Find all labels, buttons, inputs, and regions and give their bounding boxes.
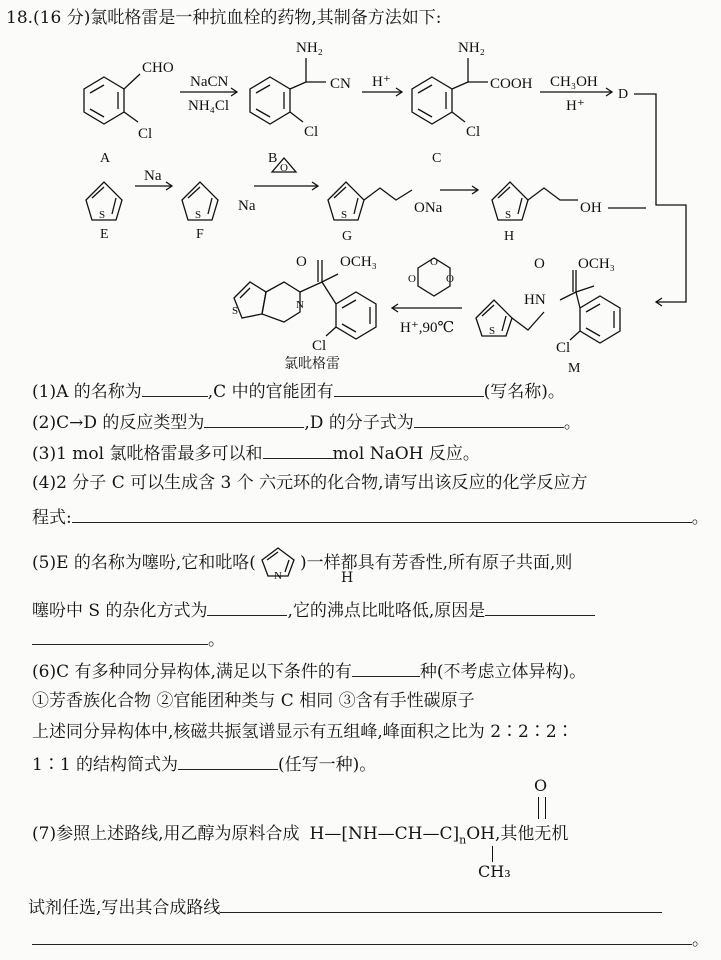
question-4-line-1: (4)2 分子 C 可以生成含 3 个 六元环的化合物,请写出该反应的化学反应方 <box>32 473 588 493</box>
label-d: D <box>618 87 629 102</box>
polymer-carbonyl-bond <box>538 797 546 819</box>
group-c-cooh: COOH <box>490 76 533 92</box>
atom-trioxane-o1: O <box>430 256 438 268</box>
question-7-line-1: (7)参照上述路线,用乙醇为原料合成 $H—[NH—CH—C]_nOH$,其他无机 <box>32 822 568 852</box>
answer-blank-6a[interactable] <box>352 658 420 677</box>
reagent-h-plus-90c: H⁺,90℃ <box>400 320 455 336</box>
answer-blank-1a[interactable] <box>142 378 208 397</box>
answer-blank-6b[interactable] <box>178 751 278 770</box>
atom-f-s: S <box>195 209 202 221</box>
group-c-nh2: NH₂ <box>458 40 485 56</box>
answer-blank-2b[interactable] <box>414 409 564 428</box>
answer-blank-5c[interactable] <box>32 626 208 645</box>
question-5-line-1: (5)E 的名称为噻吩,它和吡咯( N )一样都具有芳香性,所有原子共面,则 <box>32 546 572 580</box>
group-m-o: O <box>534 256 545 272</box>
question-7-line-3: 。 <box>32 926 709 952</box>
atom-h-s: S <box>505 209 512 221</box>
answer-blank-5b[interactable] <box>485 597 595 616</box>
reagent-h-plus-bc: H⁺ <box>372 74 391 90</box>
ring-product-thiophene <box>234 282 266 318</box>
label-m: M <box>568 361 581 375</box>
question-4-line-2: 程式: 。 <box>32 504 709 530</box>
answer-blank-2a[interactable] <box>204 409 304 428</box>
group-product-och3: OCH₃ <box>340 254 377 270</box>
reagent-h-plus-cd: H⁺ <box>566 98 585 114</box>
answer-blank-1b[interactable] <box>334 378 484 397</box>
polymer-methyl-bond <box>492 846 493 862</box>
label-g: G <box>342 229 353 244</box>
question-7-line-2: 试剂任选,写出其合成路线 <box>28 894 662 920</box>
ring-product-piperidine <box>262 282 300 322</box>
answer-blank-7b[interactable] <box>32 926 692 945</box>
answer-blank-7a[interactable] <box>220 894 662 913</box>
atom-product-s: S <box>232 305 239 317</box>
group-b-cn: CN <box>330 76 351 92</box>
group-a-cho: CHO <box>142 60 174 76</box>
reagent-ch3oh: CH₃OH <box>550 74 598 90</box>
atom-epoxide-o: O <box>280 162 288 174</box>
group-product-o: O <box>296 254 307 270</box>
answer-blank-3[interactable] <box>263 440 333 459</box>
group-f-na: Na <box>238 198 256 214</box>
reagent-na: Na <box>144 168 162 184</box>
question-6-line-2: ①芳香族化合物 ②官能团种类与 C 相同 ③含有手性碳原子 <box>32 691 475 711</box>
label-a: A <box>100 151 111 166</box>
pyrrole-hydrogen: H <box>341 570 354 586</box>
group-product-cl: Cl <box>312 338 327 354</box>
label-e: E <box>100 227 109 242</box>
polymer-structure: $H—[NH—CH—C]_nOH$ <box>309 824 496 847</box>
question-6-line-1: (6)C 有多种同分异构体,满足以下条件的有 种(不考虑立体异构)。 <box>32 658 586 684</box>
question-6-line-4: 1∶1 的结构简式为 (任写一种)。 <box>32 751 376 777</box>
label-f: F <box>196 227 204 242</box>
atom-product-n: N <box>296 299 304 311</box>
polymer-carbonyl-o: O <box>534 776 548 795</box>
synthesis-scheme <box>0 30 721 375</box>
question-1: (1)A 的名称为 ,C 中的官能团有 (写名称)。 <box>32 378 565 404</box>
group-b-cl: Cl <box>304 124 319 140</box>
atom-e-s: S <box>99 209 106 221</box>
atom-trioxane-o3: O <box>446 273 454 285</box>
question-3: (3)1 mol 氯吡格雷最多可以和 mol NaOH 反应。 <box>32 440 480 466</box>
question-5-line-2: 噻吩中 S 的杂化方式为 ,它的沸点比吡咯低,原因是 <box>32 597 595 623</box>
group-a-cl: Cl <box>138 126 153 142</box>
group-c-cl: Cl <box>466 124 481 140</box>
connector-d-m <box>634 94 686 302</box>
label-product: 氯吡格雷 <box>284 356 340 372</box>
question-2: (2)C→D 的反应类型为 ,D 的分子式为 。 <box>32 409 581 435</box>
atom-g-s: S <box>341 209 348 221</box>
question-6-line-3: 上述同分异构体中,核磁共振氢谱显示有五组峰,峰面积之比为 2∶2∶2∶ <box>32 722 574 742</box>
answer-blank-4[interactable] <box>72 504 692 523</box>
group-m-hn: HN <box>524 292 546 308</box>
group-b-nh2: NH₂ <box>296 40 323 56</box>
polymer-methyl: CH₃ <box>478 862 511 881</box>
group-g-ona: ONa <box>414 200 443 216</box>
pyrrole-structure <box>256 546 300 580</box>
group-m-och3: OCH₃ <box>578 256 615 272</box>
atom-m-s: S <box>489 325 496 337</box>
group-h-oh: OH <box>580 200 602 216</box>
reagent-nh4cl: NH₄Cl <box>188 98 230 114</box>
label-c: C <box>432 151 442 166</box>
group-m-cl: Cl <box>556 340 571 356</box>
answer-blank-5a[interactable] <box>207 597 287 616</box>
label-h: H <box>504 229 515 244</box>
question-header: 18.(16 分)氯吡格雷是一种抗血栓的药物,其制备方法如下: <box>6 8 442 28</box>
atom-trioxane-o2: O <box>408 273 416 285</box>
reagent-nacn: NaCN <box>190 74 229 90</box>
question-5-line-3: 。 <box>32 626 225 652</box>
label-b: B <box>268 151 278 166</box>
svg-text:N: N <box>273 570 282 580</box>
